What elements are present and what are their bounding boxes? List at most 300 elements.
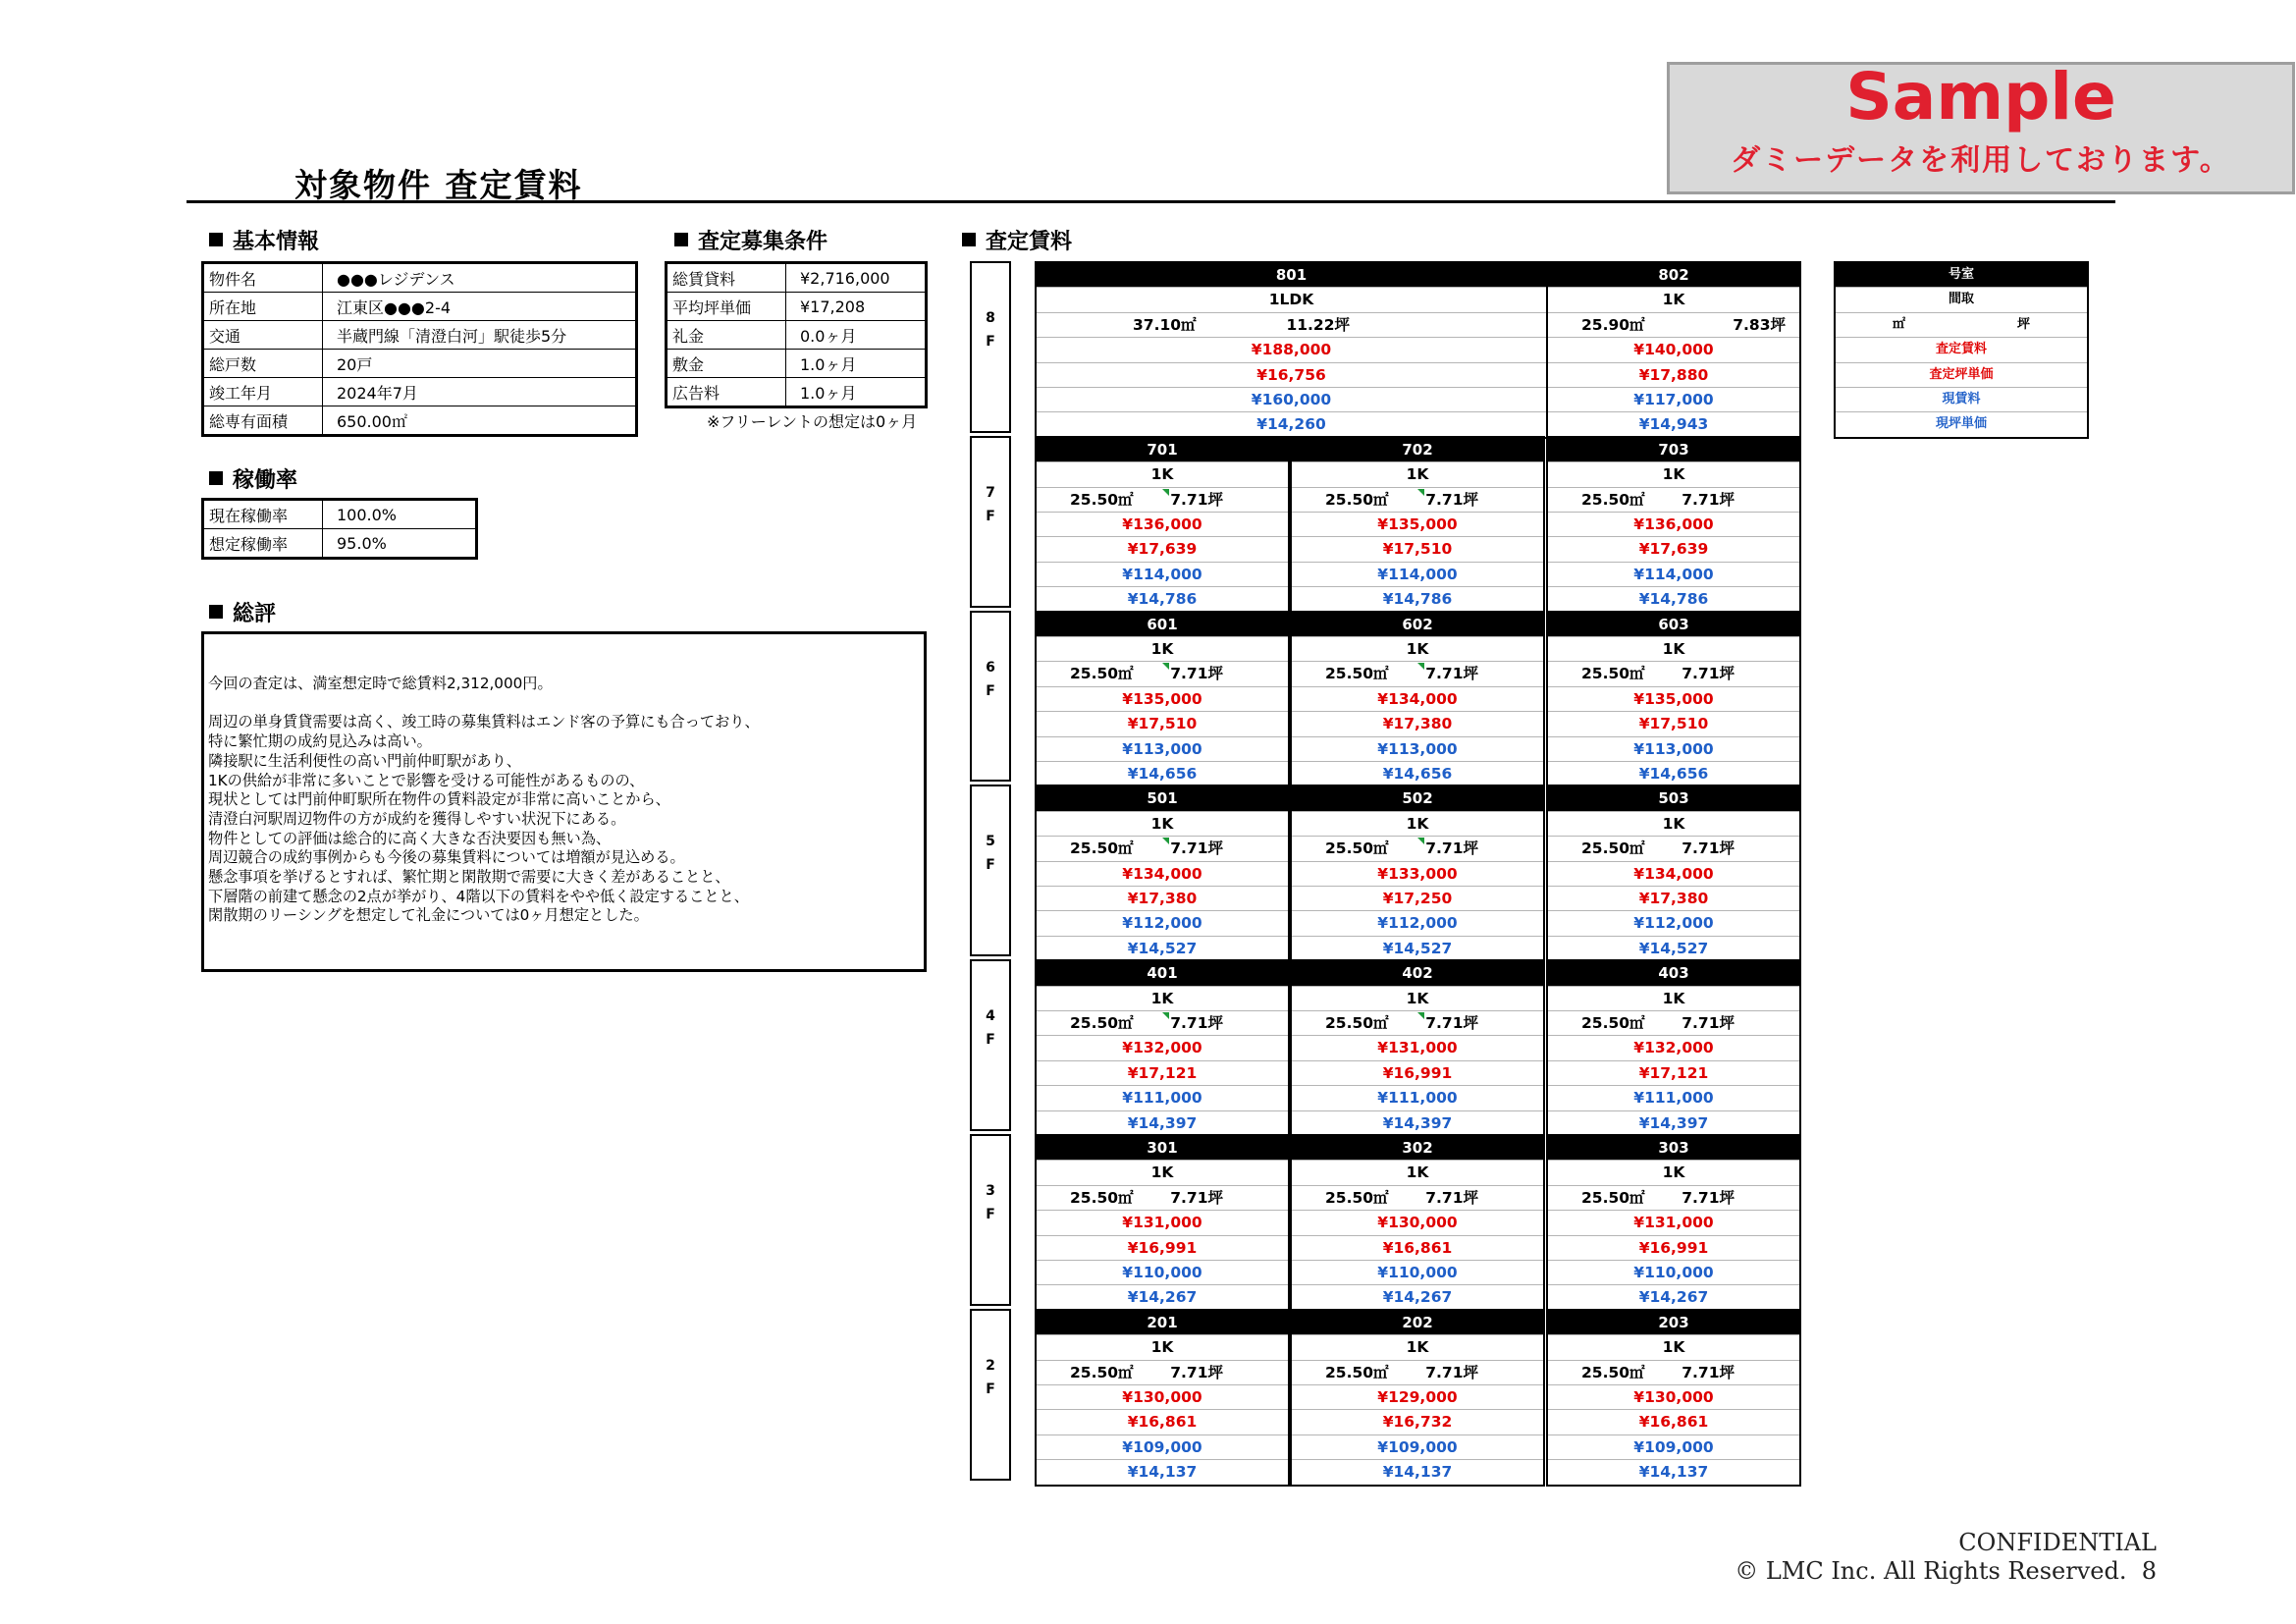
- kv-label: 総戸数: [203, 350, 323, 378]
- unit-current-rent: ¥112,000: [1037, 911, 1288, 936]
- unit-tsubo: 7.71坪: [1170, 1188, 1223, 1207]
- unit-layout: 1K: [1037, 637, 1288, 662]
- review-line: [208, 694, 920, 714]
- unit-rent: ¥130,000: [1037, 1385, 1288, 1410]
- unit-current-rent: ¥113,000: [1548, 737, 1799, 762]
- unit-number: 601: [1037, 613, 1288, 637]
- page-title: 対象物件 査定賃料: [294, 166, 583, 204]
- unit-rent-per-tsubo: ¥16,991: [1548, 1236, 1799, 1261]
- kv-label: 物件名: [203, 263, 323, 293]
- unit-layout: 1K: [1037, 1335, 1288, 1360]
- floor-label: [970, 959, 1011, 1131]
- unit-current-per-tsubo: ¥14,267: [1127, 1288, 1198, 1307]
- unit-area-row: [1292, 1011, 1543, 1036]
- unit-number: 501: [1037, 786, 1288, 811]
- unit-current-per-tsubo: ¥14,527: [1638, 939, 1709, 957]
- unit-current-rent: ¥112,000: [1548, 911, 1799, 936]
- unit-card: [1035, 261, 1548, 439]
- unit-current-rent: ¥110,000: [1292, 1261, 1543, 1285]
- legend-room: 号室: [1836, 263, 2087, 288]
- page-number: 8: [2141, 1557, 2157, 1585]
- title-divider: [187, 200, 2115, 203]
- unit-number: 702: [1292, 438, 1543, 462]
- unit-rent: ¥140,000: [1548, 338, 1799, 362]
- unit-current-per-tsubo: ¥14,786: [1127, 590, 1198, 609]
- unit-card: [1290, 611, 1545, 788]
- review-line: 物件としての評価は総合的に高く大きな否決要因も無い為、: [208, 829, 612, 847]
- kv-value: ¥2,716,000: [786, 263, 927, 293]
- unit-current-rent: ¥112,000: [1292, 911, 1543, 936]
- kv-row: [203, 406, 637, 436]
- unit-area-row: [1037, 313, 1546, 338]
- floor-label: [970, 1134, 1011, 1306]
- unit-number: 801: [1037, 263, 1546, 288]
- kv-label: 現在稼働率: [203, 500, 323, 529]
- legend-current-rent: 現賃料: [1836, 388, 2087, 412]
- unit-area-row: [1292, 837, 1543, 861]
- unit-tsubo: 11.22坪: [1286, 315, 1350, 334]
- kv-value: ¥17,208: [786, 293, 927, 321]
- unit-area: 25.50㎡: [1070, 1188, 1134, 1207]
- unit-area-row: [1037, 837, 1288, 861]
- unit-tsubo: 7.71坪: [1170, 665, 1223, 683]
- confidential-label: CONFIDENTIAL: [1958, 1529, 2157, 1556]
- unit-rent-per-tsubo: ¥16,861: [1037, 1410, 1288, 1435]
- kv-value: 2024年7月: [323, 378, 637, 406]
- floor-label: [970, 436, 1011, 608]
- review-line: 現状としては門前仲町駅所在物件の賃料設定が非常に高いことから、: [208, 790, 670, 809]
- unit-rent: ¥132,000: [1548, 1036, 1799, 1060]
- floor-label-char: 3: [986, 1183, 995, 1199]
- unit-rent-per-tsubo: ¥16,991: [1037, 1236, 1288, 1261]
- unit-rent: ¥135,000: [1548, 687, 1799, 712]
- unit-tsubo: 7.83坪: [1733, 315, 1786, 334]
- unit-rent: ¥131,000: [1037, 1211, 1288, 1235]
- unit-tsubo: 7.71坪: [1682, 665, 1735, 683]
- kv-value: 95.0%: [323, 529, 477, 559]
- unit-current-per-tsubo: ¥14,527: [1382, 939, 1453, 957]
- kv-label: 総専有面積: [203, 406, 323, 436]
- unit-rent: ¥134,000: [1037, 862, 1288, 887]
- legend-layout: 間取: [1836, 288, 2087, 312]
- kv-label: 所在地: [203, 293, 323, 321]
- unit-area-row: [1548, 313, 1799, 338]
- floor-label-char: F: [986, 1207, 995, 1222]
- unit-rent: ¥131,000: [1292, 1036, 1543, 1060]
- kv-label: 交通: [203, 321, 323, 350]
- unit-area: 25.50㎡: [1325, 1363, 1389, 1381]
- unit-layout: 1K: [1292, 637, 1543, 662]
- kv-value: 江東区●●●2-4: [323, 293, 637, 321]
- kv-label: 広告料: [667, 378, 786, 407]
- unit-rent: ¥136,000: [1548, 513, 1799, 537]
- comment-marker-icon: [1162, 838, 1169, 844]
- unit-current-rent: ¥114,000: [1292, 563, 1543, 587]
- unit-rent: ¥129,000: [1292, 1385, 1543, 1410]
- unit-rent-per-tsubo: ¥17,380: [1292, 712, 1543, 736]
- unit-rent-per-tsubo: ¥16,861: [1292, 1236, 1543, 1261]
- kv-row: [667, 263, 927, 293]
- unit-layout: 1K: [1292, 1161, 1543, 1185]
- unit-layout: 1K: [1548, 987, 1799, 1011]
- floor-label-char: 2: [986, 1357, 995, 1374]
- floor-label-char: 6: [986, 659, 995, 676]
- unit-card: [1290, 785, 1545, 962]
- unit-current-rent: ¥111,000: [1037, 1086, 1288, 1110]
- unit-area-row: [1548, 662, 1799, 686]
- unit-card: [1546, 1134, 1801, 1312]
- kv-label: 敷金: [667, 350, 786, 378]
- unit-area: 25.50㎡: [1325, 490, 1389, 509]
- unit-area-row: [1292, 488, 1543, 513]
- unit-number: 602: [1292, 613, 1543, 637]
- comment-marker-icon: [1417, 663, 1424, 670]
- kv-row: [203, 293, 637, 321]
- unit-current-rent: ¥114,000: [1548, 563, 1799, 587]
- unit-tsubo: 7.71坪: [1682, 490, 1735, 509]
- kv-label: 竣工年月: [203, 378, 323, 406]
- square-bullet-icon: [674, 233, 688, 246]
- unit-area: 25.50㎡: [1070, 1013, 1134, 1032]
- unit-tsubo: 7.71坪: [1425, 839, 1478, 858]
- unit-rent: ¥130,000: [1292, 1211, 1543, 1235]
- review-line: 特に繁忙期の成約見込みは高い。: [208, 732, 432, 751]
- unit-tsubo: 7.71坪: [1170, 839, 1223, 858]
- unit-card: [1546, 261, 1801, 439]
- unit-card: [1546, 436, 1801, 614]
- kv-value: 0.0ヶ月: [786, 321, 927, 350]
- unit-area: 25.50㎡: [1070, 1363, 1134, 1381]
- unit-area-row: [1292, 1186, 1543, 1211]
- unit-rent-per-tsubo: ¥16,861: [1548, 1410, 1799, 1435]
- kv-label: 平均坪単価: [667, 293, 786, 321]
- kv-value: 20戸: [323, 350, 637, 378]
- unit-current-rent: ¥110,000: [1037, 1261, 1288, 1285]
- legend-rent-unit: 査定坪単価: [1836, 363, 2087, 388]
- unit-number: 401: [1037, 961, 1288, 986]
- unit-area-row: [1292, 1361, 1543, 1385]
- comment-marker-icon: [1162, 489, 1169, 496]
- unit-card: [1290, 436, 1545, 614]
- review-line: 周辺の単身賃貸需要は高く、竣工時の募集賃料はエンド客の予算にも合っており、: [208, 713, 760, 731]
- unit-area-row: [1548, 488, 1799, 513]
- unit-rent: ¥134,000: [1292, 687, 1543, 712]
- kv-row: [203, 350, 637, 378]
- unit-rent-per-tsubo: ¥17,639: [1037, 537, 1288, 562]
- unit-number: 201: [1037, 1311, 1288, 1335]
- floor-label: [970, 611, 1011, 783]
- kv-row: [203, 321, 637, 350]
- kv-value: 1.0ヶ月: [786, 378, 927, 407]
- unit-area: 25.50㎡: [1581, 1363, 1645, 1381]
- review-heading: 総評: [209, 597, 276, 627]
- unit-current-per-tsubo: ¥14,656: [1638, 764, 1709, 783]
- kv-row: [203, 378, 637, 406]
- conditions-heading: 査定募集条件: [674, 225, 828, 255]
- kv-value: 半蔵門線「清澄白河」駅徒歩5分: [323, 321, 637, 350]
- legend-tsubo: 坪: [2016, 316, 2030, 332]
- unit-current-per-tsubo: ¥14,267: [1382, 1288, 1453, 1307]
- floor-label-char: F: [986, 682, 995, 699]
- unit-number: 203: [1548, 1311, 1799, 1335]
- unit-area: 25.50㎡: [1070, 490, 1134, 509]
- unit-rent-per-tsubo: ¥17,380: [1037, 887, 1288, 911]
- unit-area-row: [1548, 1011, 1799, 1036]
- kv-label: 礼金: [667, 321, 786, 350]
- comment-marker-icon: [1417, 838, 1424, 844]
- review-line: 清澄白河駅周辺物件の方が成約を獲得しやすい状況下にある。: [208, 809, 626, 828]
- unit-area: 25.50㎡: [1325, 665, 1389, 683]
- unit-current-per-tsubo: ¥14,267: [1638, 1288, 1709, 1307]
- unit-card: [1546, 785, 1801, 962]
- unit-rent-per-tsubo: ¥16,732: [1292, 1410, 1543, 1435]
- unit-card: [1035, 436, 1290, 614]
- occupancy-table: [201, 498, 478, 560]
- unit-number: 802: [1548, 263, 1799, 288]
- unit-number: 503: [1548, 786, 1799, 811]
- unit-rent-per-tsubo: ¥17,510: [1548, 712, 1799, 736]
- floor-label: [970, 785, 1011, 956]
- unit-number: 302: [1292, 1136, 1543, 1161]
- unit-number: 502: [1292, 786, 1543, 811]
- unit-card: [1035, 611, 1290, 788]
- unit-number: 703: [1548, 438, 1799, 462]
- unit-current-per-tsubo: ¥14,527: [1127, 939, 1198, 957]
- unit-layout: 1K: [1548, 288, 1799, 312]
- review-line: 閑散期のリーシングを想定して礼金については0ヶ月想定とした。: [208, 906, 649, 925]
- unit-layout: 1K: [1548, 637, 1799, 662]
- unit-layout: 1K: [1548, 1335, 1799, 1360]
- kv-row: [667, 321, 927, 350]
- unit-area-row: [1548, 837, 1799, 861]
- unit-area-row: [1037, 662, 1288, 686]
- unit-area: 25.50㎡: [1325, 1188, 1389, 1207]
- review-line: 周辺競合の成約事例からも今後の募集賃料については増額が見込める。: [208, 848, 685, 867]
- floor-label-char: 5: [986, 834, 995, 850]
- unit-area: 25.50㎡: [1581, 1013, 1645, 1032]
- unit-area-row: [1037, 1186, 1288, 1211]
- unit-current-per-tsubo: ¥14,260: [1256, 415, 1326, 434]
- review-line: 隣接駅に生活利便性の高い門前仲町駅があり、: [208, 751, 521, 770]
- unit-rent-per-tsubo: ¥17,380: [1548, 887, 1799, 911]
- unit-area-row: [1037, 1011, 1288, 1036]
- unit-layout: 1K: [1037, 462, 1288, 487]
- square-bullet-icon: [209, 233, 223, 246]
- unit-current-per-tsubo: ¥14,397: [1638, 1113, 1709, 1132]
- unit-area-row: [1548, 1186, 1799, 1211]
- unit-number: 202: [1292, 1311, 1543, 1335]
- unit-rent: ¥130,000: [1548, 1385, 1799, 1410]
- unit-card: [1035, 1309, 1290, 1487]
- unit-rent-per-tsubo: ¥17,250: [1292, 887, 1543, 911]
- unit-rent-per-tsubo: ¥17,510: [1037, 712, 1288, 736]
- floor-label: [970, 261, 1011, 433]
- unit-current-per-tsubo: ¥14,656: [1127, 764, 1198, 783]
- unit-tsubo: 7.71坪: [1170, 1013, 1223, 1032]
- unit-current-rent: ¥109,000: [1037, 1435, 1288, 1460]
- unit-tsubo: 7.71坪: [1170, 490, 1223, 509]
- unit-current-rent: ¥117,000: [1548, 388, 1799, 412]
- unit-number: 701: [1037, 438, 1288, 462]
- unit-current-rent: ¥109,000: [1548, 1435, 1799, 1460]
- unit-area: 25.50㎡: [1581, 490, 1645, 509]
- review-line: 下層階の前建て懸念の2点が挙がり、4階以下の賃料をやや低く設定することと、: [208, 887, 749, 905]
- comment-marker-icon: [1417, 489, 1424, 496]
- unit-card: [1546, 1309, 1801, 1487]
- unit-rent: ¥132,000: [1037, 1036, 1288, 1060]
- unit-current-per-tsubo: ¥14,786: [1638, 590, 1709, 609]
- unit-current-rent: ¥110,000: [1548, 1261, 1799, 1285]
- unit-tsubo: 7.71坪: [1425, 490, 1478, 509]
- unit-area: 25.50㎡: [1581, 839, 1645, 858]
- kv-row: [667, 378, 927, 407]
- copyright-line: © LMC Inc. All Rights Reserved. 8: [1735, 1557, 2157, 1585]
- review-line: 懸念事項を挙げるとすれば、繁忙期と閑散期で需要に大きく差があることと、: [208, 868, 730, 887]
- unit-rent-per-tsubo: ¥17,639: [1548, 537, 1799, 562]
- kv-label: 想定稼働率: [203, 529, 323, 559]
- unit-area: 25.50㎡: [1581, 1188, 1645, 1207]
- unit-area: 25.50㎡: [1070, 839, 1134, 858]
- unit-tsubo: 7.71坪: [1682, 839, 1735, 858]
- unit-current-per-tsubo: ¥14,943: [1638, 415, 1709, 434]
- kv-row: [667, 350, 927, 378]
- unit-current-rent: ¥160,000: [1037, 388, 1546, 412]
- sample-badge-subtitle: ダミーデータを利用しております。: [1731, 143, 2231, 178]
- unit-rent-per-tsubo: ¥17,121: [1037, 1061, 1288, 1086]
- unit-card: [1546, 959, 1801, 1137]
- unit-layout: 1K: [1548, 812, 1799, 837]
- comment-marker-icon: [1417, 1012, 1424, 1019]
- unit-layout: 1K: [1292, 987, 1543, 1011]
- kv-value: 1.0ヶ月: [786, 350, 927, 378]
- unit-current-rent: ¥109,000: [1292, 1435, 1543, 1460]
- unit-area-row: [1292, 662, 1543, 686]
- floor-label-char: F: [986, 1380, 995, 1397]
- rent-legend: [1834, 261, 2089, 439]
- unit-tsubo: 7.71坪: [1682, 1363, 1735, 1381]
- occupancy-heading: 稼働率: [209, 463, 297, 494]
- unit-tsubo: 7.71坪: [1425, 1363, 1478, 1381]
- square-bullet-icon: [209, 471, 223, 485]
- unit-rent: ¥188,000: [1037, 338, 1546, 362]
- unit-tsubo: 7.71坪: [1170, 1363, 1223, 1381]
- unit-area: 25.90㎡: [1581, 315, 1645, 334]
- unit-card: [1035, 959, 1290, 1137]
- kv-row: [667, 293, 927, 321]
- unit-current-rent: ¥111,000: [1548, 1086, 1799, 1110]
- unit-card: [1546, 611, 1801, 788]
- kv-row: [203, 263, 637, 293]
- unit-rent-per-tsubo: ¥16,991: [1292, 1061, 1543, 1086]
- unit-layout: 1K: [1292, 1335, 1543, 1360]
- unit-layout: 1K: [1037, 987, 1288, 1011]
- unit-tsubo: 7.71坪: [1682, 1188, 1735, 1207]
- floor-label-char: 8: [986, 310, 995, 326]
- basic-info-heading: 基本情報: [209, 225, 319, 255]
- sample-badge-title: Sample: [1845, 59, 2116, 135]
- unit-number: 301: [1037, 1136, 1288, 1161]
- unit-area: 25.50㎡: [1581, 665, 1645, 683]
- kv-label: 総賃貸料: [667, 263, 786, 293]
- unit-card: [1035, 1134, 1290, 1312]
- comment-marker-icon: [1162, 1012, 1169, 1019]
- unit-rent-per-tsubo: ¥17,880: [1548, 363, 1799, 388]
- unit-number: 303: [1548, 1136, 1799, 1161]
- unit-current-per-tsubo: ¥14,656: [1382, 764, 1453, 783]
- free-rent-note: ※フリーレントの想定は0ヶ月: [707, 412, 918, 431]
- review-line: 1Kの供給が非常に多いことで影響を受ける可能性があるものの、: [208, 771, 645, 789]
- unit-number: 402: [1292, 961, 1543, 986]
- unit-layout: 1K: [1292, 812, 1543, 837]
- unit-area: 25.50㎡: [1070, 665, 1134, 683]
- unit-tsubo: 7.71坪: [1425, 665, 1478, 683]
- unit-number: 403: [1548, 961, 1799, 986]
- unit-current-per-tsubo: ¥14,137: [1382, 1463, 1453, 1482]
- unit-rent: ¥135,000: [1037, 687, 1288, 712]
- unit-current-per-tsubo: ¥14,786: [1382, 590, 1453, 609]
- unit-card: [1290, 1309, 1545, 1487]
- unit-rent: ¥133,000: [1292, 862, 1543, 887]
- unit-current-rent: ¥114,000: [1037, 563, 1288, 587]
- review-box: [201, 631, 927, 972]
- kv-row: [203, 500, 477, 529]
- footer: [1735, 1529, 2157, 1586]
- floor-label-char: F: [986, 857, 995, 874]
- kv-value: 650.00㎡: [323, 406, 637, 436]
- unit-area-row: [1037, 1361, 1288, 1385]
- conditions-table: [665, 261, 928, 408]
- unit-area-row: [1548, 1361, 1799, 1385]
- floor-label-char: F: [986, 508, 995, 524]
- kv-value: 100.0%: [323, 500, 477, 529]
- comment-marker-icon: [1162, 663, 1169, 670]
- unit-tsubo: 7.71坪: [1682, 1013, 1735, 1032]
- kv-value: ●●●レジデンス: [323, 263, 637, 293]
- unit-layout: 1K: [1548, 462, 1799, 487]
- unit-rent: ¥134,000: [1548, 862, 1799, 887]
- rent-heading: 査定賃料: [962, 225, 1072, 255]
- unit-card: [1290, 1134, 1545, 1312]
- basic-info-table: [201, 261, 638, 437]
- unit-area: 37.10㎡: [1133, 315, 1197, 334]
- legend-area: ㎡: [1893, 316, 1906, 332]
- unit-number: 603: [1548, 613, 1799, 637]
- unit-current-rent: ¥113,000: [1037, 737, 1288, 762]
- square-bullet-icon: [209, 605, 223, 619]
- unit-layout: 1K: [1548, 1161, 1799, 1185]
- unit-layout: 1LDK: [1037, 288, 1546, 312]
- unit-card: [1035, 785, 1290, 962]
- unit-tsubo: 7.71坪: [1425, 1013, 1478, 1032]
- legend-area-row: [1836, 313, 2087, 338]
- unit-current-rent: ¥113,000: [1292, 737, 1543, 762]
- floor-label: [970, 1309, 1011, 1481]
- unit-area-row: [1037, 488, 1288, 513]
- unit-current-per-tsubo: ¥14,137: [1127, 1463, 1198, 1482]
- unit-current-rent: ¥111,000: [1292, 1086, 1543, 1110]
- kv-row: [203, 529, 477, 559]
- review-line: 今回の査定は、満室想定時で総賃料2,312,000円。: [208, 675, 553, 692]
- unit-rent-per-tsubo: ¥16,756: [1037, 363, 1546, 388]
- sample-badge: [1667, 59, 2295, 194]
- floor-label-char: F: [986, 334, 995, 350]
- unit-tsubo: 7.71坪: [1425, 1188, 1478, 1207]
- unit-layout: 1K: [1292, 462, 1543, 487]
- unit-current-per-tsubo: ¥14,137: [1638, 1463, 1709, 1482]
- floor-label-char: 7: [986, 484, 995, 501]
- unit-area: 25.50㎡: [1325, 839, 1389, 858]
- legend-current-unit: 現坪単価: [1935, 416, 1987, 432]
